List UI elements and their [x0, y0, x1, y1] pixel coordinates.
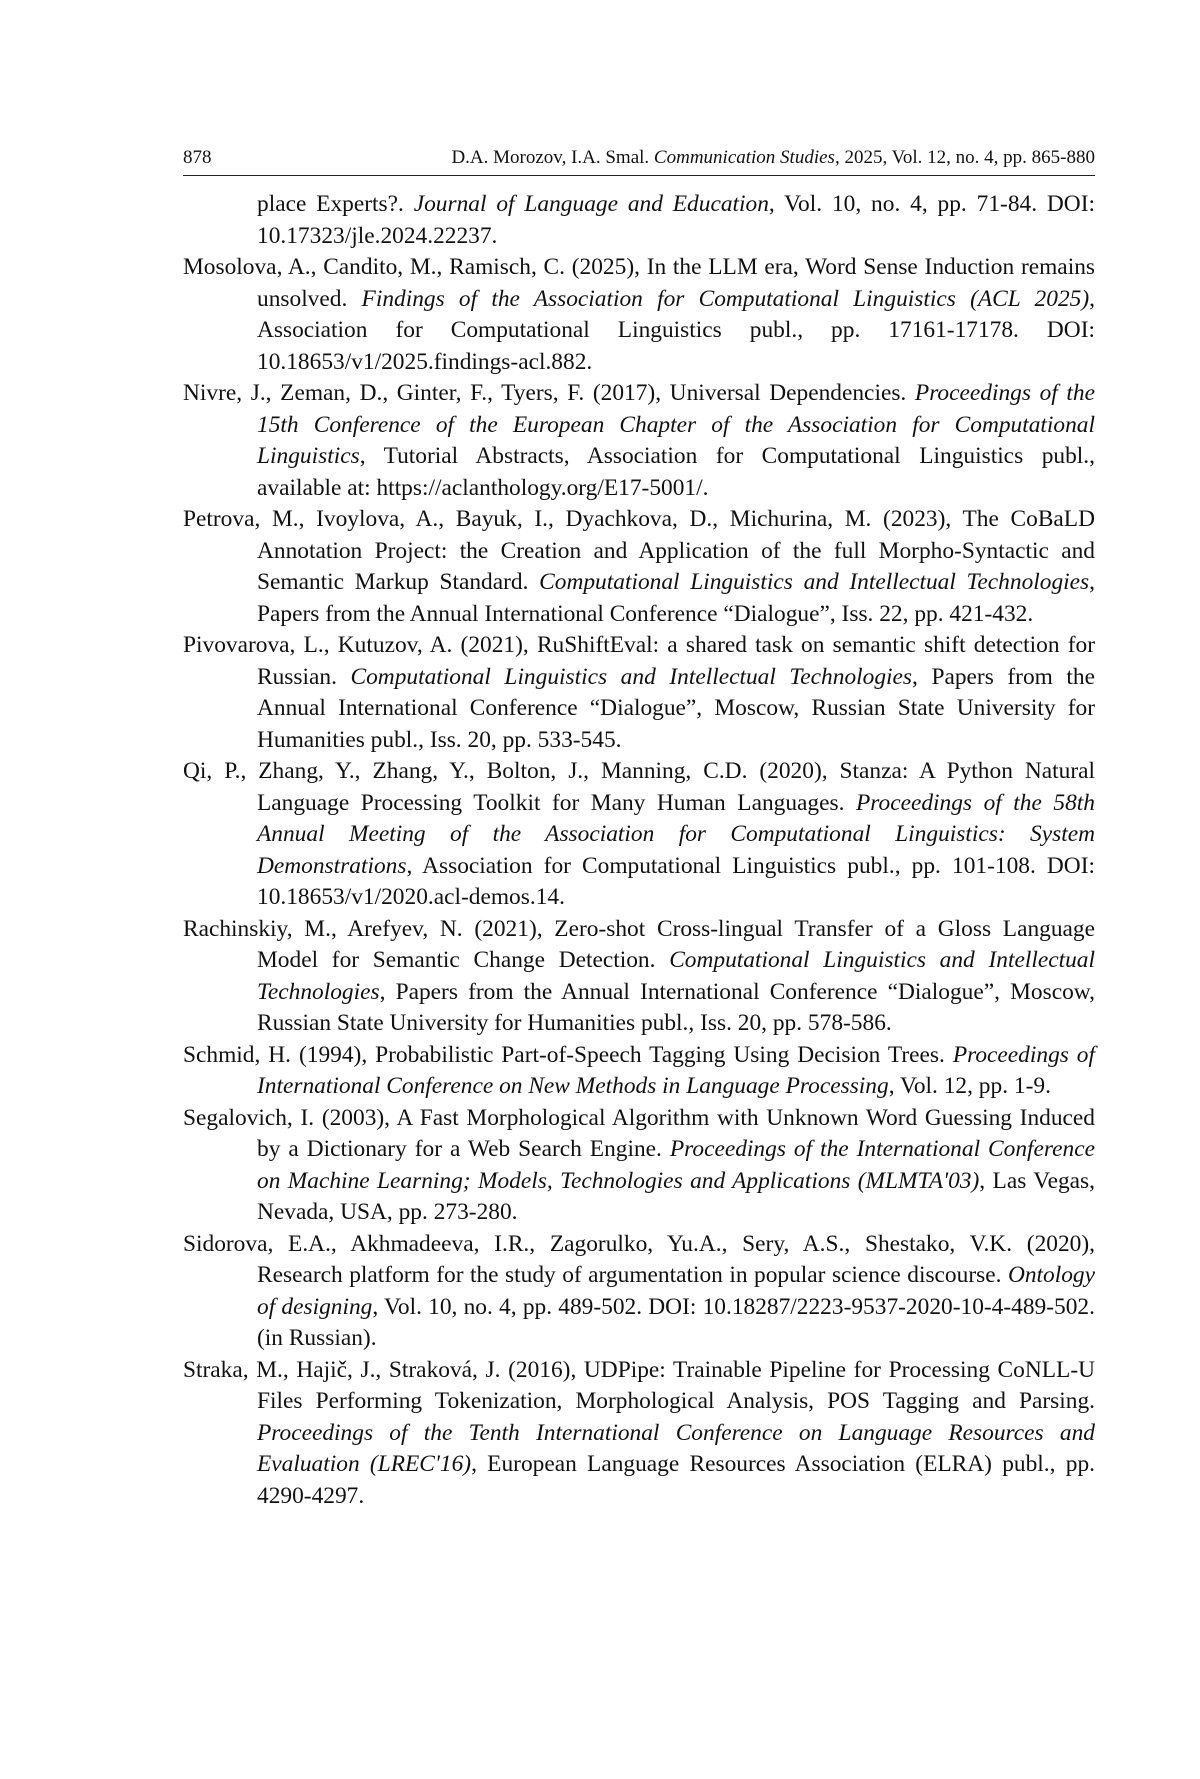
- header-journal: Communication Studies: [653, 147, 835, 168]
- page-number: 878: [183, 147, 212, 168]
- reference-item: Qi, P., Zhang, Y., Zhang, Y., Bolton, J., Manning, C.D. (2020), Stanza: A Python Natural Language Processing Toolkit for Many Human Languages. Proceedings of the 58th Annual Meeting of the Association for Computational Linguistics: System Demonstrations, Association for Computational Linguistics publ., pp. 101-108. DOI: 10.18653/v1/2020.acl-demos.14.: [183, 758, 1095, 910]
- running-title: [451, 147, 1095, 169]
- header-authors: D.A. Morozov, I.A. Smal.: [451, 147, 650, 168]
- header-details: , 2025, Vol. 12, no. 4, pp. 865-880: [834, 147, 1095, 168]
- reference-item: Straka, M., Hajič, J., Straková, J. (2016), UDPipe: Trainable Pipeline for Processing CoNLL-U Files Performing Tokenization, Morphological Analysis, POS Tagging and Parsing. Proceedings of the Tenth International Conference on Language Resources and Evaluation (LREC'16), European Language Resources Association (ELRA) publ., pp. 4290-4297.: [183, 1356, 1095, 1509]
- reference-item: Rachinskiy, M., Arefyev, N. (2021), Zero-shot Cross-lingual Transfer of a Gloss Language Model for Semantic Change Detection. Computational Linguistics and Intellectual Technologies, Papers from the Annual International Conference “Dialogue”, Moscow, Russian State University for Humanities publ., Iss. 20, pp. 578-586.: [183, 915, 1095, 1036]
- reference-item: Sidorova, E.A., Akhmadeeva, I.R., Zagorulko, Yu.A., Sery, A.S., Shestako, V.K. (2020), Research platform for the study of argumentation in popular science discourse. Ontology of designing, Vol. 10, no. 4, pp. 489-502. DOI: 10.18287/2223-9537-2020-10-4-489-502. (in Russian).: [183, 1230, 1095, 1351]
- reference-item: Segalovich, I. (2003), A Fast Morphological Algorithm with Unknown Word Guessing Induced by a Dictionary for a Web Search Engine. Proceedings of the International Conference on Machine Learning; Models, Technologies and Applications (MLMTA'03), Las Vegas, Nevada, USA, pp. 273-280.: [183, 1104, 1095, 1225]
- running-header: [183, 147, 1095, 176]
- reference-item: Petrova, M., Ivoylova, A., Bayuk, I., Dyachkova, D., Michurina, M. (2023), The CoBaLD Annotation Project: the Creation and Application of the full Morpho-Syntactic and Semantic Markup Standard. Computational Linguistics and Intellectual Technologies, Papers from the Annual International Conference “Dialogue”, Iss. 22, pp. 421-432.: [183, 506, 1096, 627]
- reference-item: Schmid, H. (1994), Probabilistic Part-of-Speech Tagging Using Decision Trees. Proceedings of International Conference on New Methods in Language Processing, Vol. 12, pp. 1-9.: [183, 1041, 1096, 1099]
- reference-item: place Experts?. Journal of Language and Education, Vol. 10, no. 4, pp. 71-84. DOI: 10.17323/jle.2024.22237.: [257, 191, 1095, 249]
- reference-item: Nivre, J., Zeman, D., Ginter, F., Tyers, F. (2017), Universal Dependencies. Proceedings of the 15th Conference of the European Chapter of the Association for Computational Linguistics, Tutorial Abstracts, Association for Computational Linguistics publ., available at: https://aclanthology.org/E17-5001/.: [183, 380, 1095, 501]
- reference-list: [183, 189, 1095, 1512]
- reference-item: Pivovarova, L., Kutuzov, A. (2021), RuShiftEval: a shared task on semantic shift detection for Russian. Computational Linguistics and Intellectual Technologies, Papers from the Annual International Conference “Dialogue”, Moscow, Russian State University for Humanities publ., Iss. 20, pp. 533-545.: [183, 632, 1095, 753]
- reference-item: Mosolova, A., Candito, M., Ramisch, C. (2025), In the LLM era, Word Sense Induction remains unsolved. Findings of the Association for Computational Linguistics (ACL 2025), Association for Computational Linguistics publ., pp. 17161-17178. DOI: 10.18653/v1/2025.findings-acl.882.: [183, 254, 1095, 375]
